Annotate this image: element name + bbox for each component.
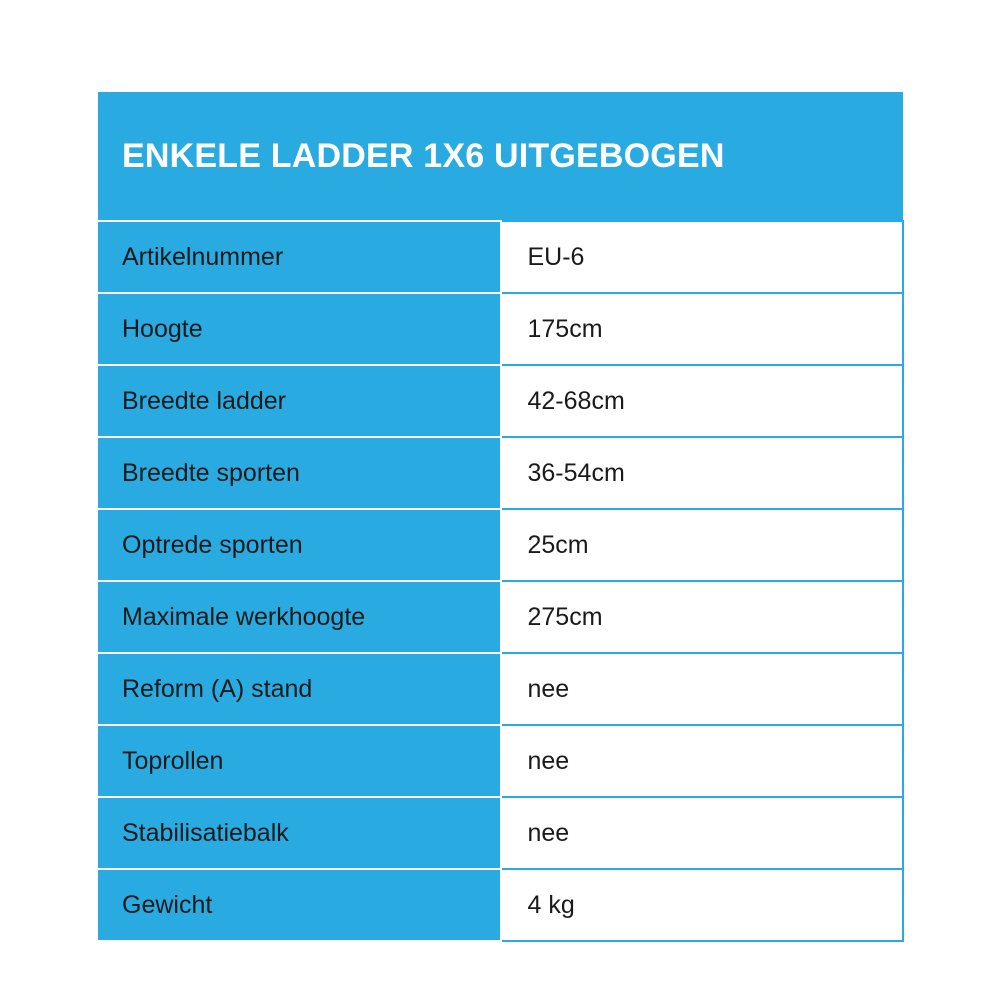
spec-label: Hoogte <box>98 293 501 365</box>
table-row <box>98 365 903 437</box>
spec-value: 4 kg <box>501 869 904 941</box>
spec-value: 42-68cm <box>501 365 904 437</box>
table-row <box>98 797 903 869</box>
spec-value: 175cm <box>501 293 904 365</box>
spec-value: 36-54cm <box>501 437 904 509</box>
spec-label: Breedte ladder <box>98 365 501 437</box>
spec-label: Gewicht <box>98 869 501 941</box>
table-row <box>98 869 903 941</box>
spec-label: Reform (A) stand <box>98 653 501 725</box>
table-row <box>98 293 903 365</box>
spec-label: Stabilisatiebalk <box>98 797 501 869</box>
spec-value: nee <box>501 725 904 797</box>
spec-value: EU-6 <box>501 221 904 293</box>
spec-value: nee <box>501 797 904 869</box>
table-title-row <box>98 92 903 221</box>
spec-label: Maximale werkhoogte <box>98 581 501 653</box>
spec-label: Breedte sporten <box>98 437 501 509</box>
table-row <box>98 509 903 581</box>
table-row <box>98 581 903 653</box>
table-row <box>98 653 903 725</box>
spec-value: nee <box>501 653 904 725</box>
table-row <box>98 437 903 509</box>
spec-label: Toprollen <box>98 725 501 797</box>
specification-table <box>98 92 904 942</box>
spec-label: Artikelnummer <box>98 221 501 293</box>
table-row <box>98 725 903 797</box>
spec-value: 275cm <box>501 581 904 653</box>
spec-value: 25cm <box>501 509 904 581</box>
spec-label: Optrede sporten <box>98 509 501 581</box>
table-row <box>98 221 903 293</box>
page-title: ENKELE LADDER 1X6 UITGEBOGEN <box>98 92 903 221</box>
